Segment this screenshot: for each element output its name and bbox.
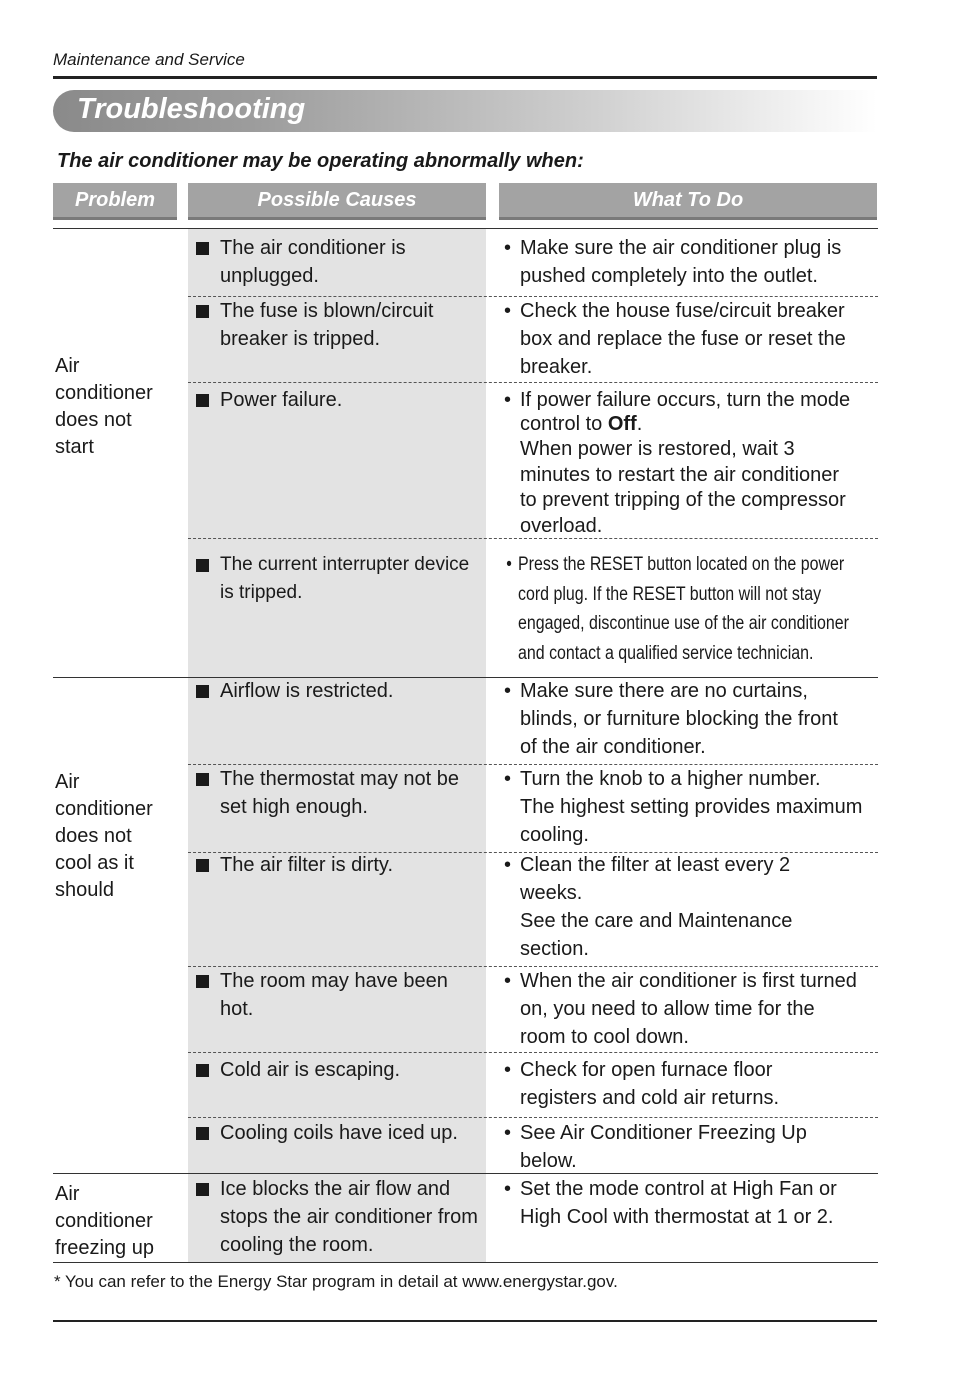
bullet-icon: • <box>504 768 512 790</box>
page-title: Troubleshooting <box>77 93 306 125</box>
top-divider <box>53 76 877 79</box>
cause-item <box>220 967 485 1023</box>
problem-label <box>55 769 153 904</box>
bullet-icon: • <box>504 680 512 702</box>
todo-text: Press the RESET button located on the power cord plug. If the RESET button will not stay engaged, discontinue use of the air conditioner and contact a qualified service technician. <box>518 554 849 664</box>
square-bullet-icon <box>196 773 209 786</box>
bullet-icon: • <box>504 1178 512 1200</box>
cause-item <box>220 1119 490 1147</box>
problem-line: Air <box>55 1183 80 1205</box>
problem-line: conditioner <box>55 798 153 820</box>
square-bullet-icon <box>196 1064 209 1077</box>
cause-item <box>220 1175 490 1259</box>
todo-bold-text: Off <box>607 413 637 435</box>
todo-text: If power failure occurs, turn the mode control to <box>520 389 851 435</box>
todo-text: Check the house fuse/circuit breaker box and replace the fuse or reset the breaker. <box>520 300 846 378</box>
problem-line: freezing up <box>55 1237 154 1259</box>
cause-text: The room may have been hot. <box>220 970 448 1020</box>
bullet-icon: • <box>504 970 512 992</box>
title-banner <box>53 90 877 132</box>
problem-line: does not <box>55 409 132 431</box>
problem-line: cool as it <box>55 852 134 874</box>
square-bullet-icon <box>196 1183 209 1196</box>
cause-text: The air conditioner is unplugged. <box>220 237 406 287</box>
problem-line: conditioner <box>55 1210 153 1232</box>
todo-item <box>504 851 850 963</box>
group-divider <box>53 228 878 229</box>
todo-text: . <box>636 413 643 435</box>
todo-note: The highest setting provides maximum cooling. <box>520 796 863 846</box>
table-subtitle: The air conditioner may be operating abnormally when: <box>57 150 584 172</box>
cause-text: Cold air is escaping. <box>220 1059 401 1081</box>
problem-line: start <box>55 436 94 458</box>
todo-note: See the care and Maintenance section. <box>520 910 793 960</box>
square-bullet-icon <box>196 685 209 698</box>
todo-item <box>504 1056 840 1112</box>
square-bullet-icon <box>196 394 209 407</box>
todo-text: Make sure there are no curtains, blinds, or furniture blocking the front of the air conditioner. <box>520 680 838 758</box>
cause-item <box>220 765 485 821</box>
cause-item <box>220 551 485 607</box>
todo-item <box>504 677 860 761</box>
problem-line: should <box>55 879 114 901</box>
cause-text: The current interrupter device is tripped. <box>220 554 470 603</box>
todo-text: Check for open furnace floor registers and cold air returns. <box>520 1059 780 1109</box>
section-label: Maintenance and Service <box>53 50 245 69</box>
todo-text: Make sure the air conditioner plug is pushed completely into the outlet. <box>520 237 842 287</box>
cause-item <box>220 297 485 353</box>
todo-item <box>504 297 880 381</box>
row-divider <box>188 1052 878 1053</box>
todo-item <box>506 550 879 668</box>
bullet-icon: • <box>504 389 512 411</box>
todo-item <box>504 234 880 290</box>
todo-item <box>504 765 880 849</box>
square-bullet-icon <box>196 242 209 255</box>
todo-text: Turn the knob to a higher number. <box>520 768 821 790</box>
cause-item <box>220 851 485 879</box>
todo-item <box>504 388 860 539</box>
todo-text: Clean the filter at least every 2 weeks. <box>520 854 791 904</box>
cause-text: The fuse is blown/circuit breaker is tripped. <box>220 300 434 350</box>
column-header-causes: Possible Causes <box>188 183 486 220</box>
cause-text: Airflow is restricted. <box>220 680 394 702</box>
cause-item <box>220 677 485 705</box>
row-divider <box>188 382 878 383</box>
todo-item <box>504 967 865 1051</box>
todo-text: See Air Conditioner Freezing Up below. <box>520 1122 807 1172</box>
cause-text: Cooling coils have iced up. <box>220 1122 458 1144</box>
cause-item <box>220 234 485 290</box>
bullet-icon: • <box>504 237 512 259</box>
group-divider <box>53 1262 878 1263</box>
column-header-problem: Problem <box>53 183 177 220</box>
cause-text: Power failure. <box>220 389 343 411</box>
cause-text: The air filter is dirty. <box>220 854 393 876</box>
causes-column-background <box>188 228 486 1263</box>
todo-text: When the air conditioner is first turned on, you need to allow time for the room to cool down. <box>520 970 857 1048</box>
square-bullet-icon <box>196 975 209 988</box>
todo-text: Set the mode control at High Fan or High Cool with thermostat at 1 or 2. <box>520 1178 837 1228</box>
cause-item <box>220 386 485 414</box>
cause-text: The thermostat may not be set high enough. <box>220 768 460 818</box>
square-bullet-icon <box>196 305 209 318</box>
bullet-icon: • <box>506 554 512 575</box>
problem-label <box>55 353 153 461</box>
problem-line: Air <box>55 771 80 793</box>
footnote: * You can refer to the Energy Star program in detail at www.energystar.gov. <box>54 1272 618 1291</box>
column-header-todo: What To Do <box>499 183 877 220</box>
problem-line: does not <box>55 825 132 847</box>
todo-note: When power is restored, wait 3 minutes to restart the air conditioner to prevent tripping of the compressor overload. <box>520 438 846 537</box>
row-divider <box>188 1117 878 1118</box>
bullet-icon: • <box>504 1059 512 1081</box>
problem-line: conditioner <box>55 382 153 404</box>
square-bullet-icon <box>196 559 209 572</box>
bullet-icon: • <box>504 300 512 322</box>
todo-item <box>504 1175 860 1231</box>
bottom-divider <box>53 1320 877 1322</box>
square-bullet-icon <box>196 859 209 872</box>
bullet-icon: • <box>504 854 512 876</box>
problem-label <box>55 1181 154 1262</box>
problem-line: Air <box>55 355 80 377</box>
square-bullet-icon <box>196 1127 209 1140</box>
cause-item <box>220 1056 485 1084</box>
todo-item <box>504 1119 850 1175</box>
cause-text: Ice blocks the air flow and stops the air conditioner from cooling the room. <box>220 1178 478 1256</box>
bullet-icon: • <box>504 1122 512 1144</box>
